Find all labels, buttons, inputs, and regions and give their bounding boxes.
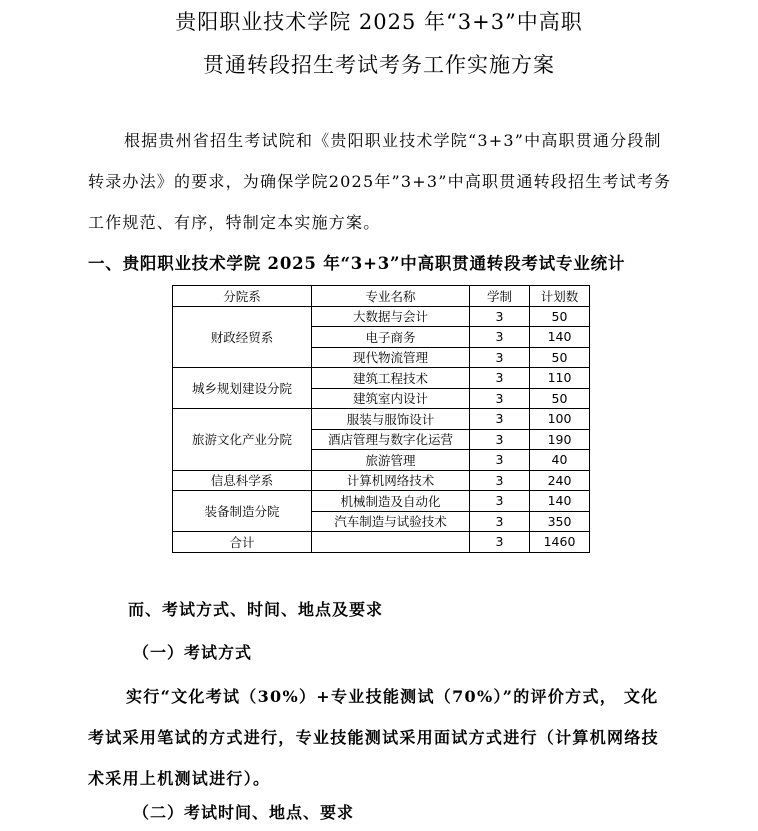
- dept-cell: 装备制造分院: [173, 491, 312, 532]
- table-header-row: [173, 286, 590, 307]
- dept-cell: 信息科学系: [173, 470, 312, 491]
- years-cell: 3: [470, 347, 530, 368]
- table-row: [173, 470, 590, 491]
- years-cell: 3: [470, 470, 530, 491]
- years-cell: 3: [470, 327, 530, 348]
- header-major: 专业名称: [312, 286, 470, 307]
- major-cell: 机械制造及自动化: [312, 491, 470, 512]
- major-cell: 建筑工程技术: [312, 368, 470, 389]
- table-row: [173, 306, 590, 327]
- major-cell: 旅游管理: [312, 450, 470, 471]
- major-cell: 电子商务: [312, 327, 470, 348]
- dept-cell: 财政经贸系: [173, 306, 312, 368]
- years-cell: 3: [470, 450, 530, 471]
- plan-cell: 100: [530, 409, 590, 430]
- plan-cell: 50: [530, 306, 590, 327]
- years-cell: 3: [470, 409, 530, 430]
- plan-cell: 50: [530, 347, 590, 368]
- document-title-line1: 贵阳职业技术学院 2025 年“3+3”中高职: [175, 10, 583, 34]
- years-cell: 3: [470, 306, 530, 327]
- plan-cell: 190: [530, 429, 590, 450]
- subsection1-heading: （一）考试方式: [133, 643, 253, 662]
- intro-paragraph: 根据贵州省招生考试院和《贵阳职业技术学院“3+3”中高职贯通分段制转录办法》的要求，为确保学院2025年”3+3”中高职贯通转段招生考试考务工作规范、有序，特制定本实施方案。: [88, 131, 672, 232]
- section1-heading: 一、贵阳职业技术学院 2025 年“3+3”中高职贯通转段考试专业统计: [88, 254, 626, 273]
- years-cell: 3: [470, 388, 530, 409]
- total-major-cell: [312, 532, 470, 553]
- total-plan-cell: 1460: [530, 532, 590, 553]
- major-cell: 汽车制造与试验技术: [312, 511, 470, 532]
- years-cell: 3: [470, 368, 530, 389]
- major-cell: 现代物流管理: [312, 347, 470, 368]
- major-cell: 服装与服饰设计: [312, 409, 470, 430]
- major-cell: 计算机网络技术: [312, 470, 470, 491]
- plan-cell: 140: [530, 327, 590, 348]
- header-years: 学制: [470, 286, 530, 307]
- table-total-row: [173, 532, 590, 553]
- years-cell: 3: [470, 429, 530, 450]
- plan-cell: 50: [530, 388, 590, 409]
- header-plan: 计划数: [530, 286, 590, 307]
- header-dept: 分院系: [173, 286, 312, 307]
- section2-heading: 而、考试方式、时间、地点及要求: [128, 600, 384, 619]
- plan-cell: 350: [530, 511, 590, 532]
- table-row: [173, 368, 590, 389]
- major-cell: 大数据与会计: [312, 306, 470, 327]
- total-label-cell: 合计: [173, 532, 312, 553]
- plan-cell: 40: [530, 450, 590, 471]
- plan-cell: 140: [530, 491, 590, 512]
- dept-cell: 旅游文化产业分院: [173, 409, 312, 471]
- exam-method-paragraph: 实行“文化考试（30%）+专业技能测试（70%）”的评价方式， 文化考试采用笔试的方式进行，专业技能测试采用面试方式进行（计算机网络技术采用上机测试进行）。: [88, 687, 659, 788]
- total-years-cell: 3: [470, 532, 530, 553]
- subsection2-heading: （二）考试时间、地点、要求: [133, 803, 355, 822]
- major-cell: 酒店管理与数字化运营: [312, 429, 470, 450]
- major-statistics-table: [172, 285, 590, 553]
- plan-cell: 110: [530, 368, 590, 389]
- years-cell: 3: [470, 511, 530, 532]
- major-cell: 建筑室内设计: [312, 388, 470, 409]
- years-cell: 3: [470, 491, 530, 512]
- plan-cell: 240: [530, 470, 590, 491]
- document-title-line2: 贯通转段招生考试考务工作实施方案: [203, 53, 555, 77]
- table-row: [173, 491, 590, 512]
- dept-cell: 城乡规划建设分院: [173, 368, 312, 409]
- table-row: [173, 409, 590, 430]
